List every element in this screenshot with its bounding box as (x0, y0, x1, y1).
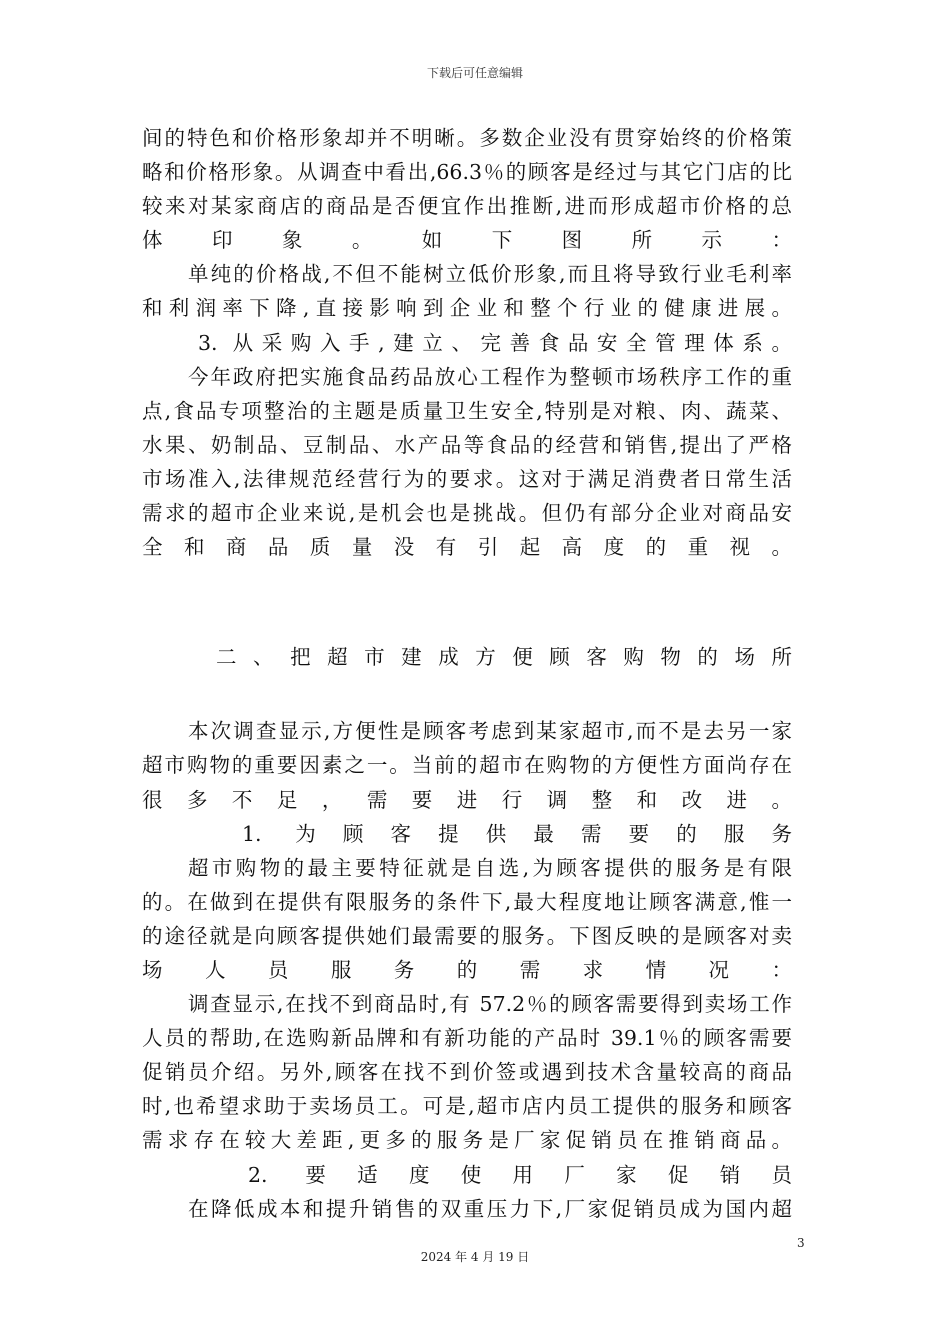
subheading: 1. 为顾客提供最需要的服务 (242, 821, 792, 846)
paragraph-line: 略和价格形象。从调查中看出,66.3％的顾客是经过与其它门店的比 (142, 160, 792, 185)
paragraph-line: 间的特色和价格形象却并不明晰。多数企业没有贯穿始终的价格策 (142, 126, 792, 150)
paragraph-line: 在降低成本和提升销售的双重压力下,厂家促销员成为国内超 (188, 1196, 792, 1221)
paragraph-line: 的。在做到在提供有限服务的条件下,最大程度地让顾客满意,惟一 (142, 889, 792, 914)
paragraph-line: 单纯的价格战,不但不能树立低价形象,而且将导致行业毛利率 (188, 262, 792, 287)
paragraph-line: 人员的帮助,在选购新品牌和有新功能的产品时 39.1％的顾客需要 (142, 1026, 792, 1051)
paragraph-line: 时,也希望求助于卖场员工。可是,超市店内员工提供的服务和顾客 (142, 1094, 792, 1119)
paragraph-line: 点,食品专项整治的主题是质量卫生安全,特别是对粮、肉、蔬菜、 (142, 398, 792, 423)
paragraph-line: 的途径就是向顾客提供她们最需要的服务。下图反映的是顾客对卖 (142, 923, 792, 948)
paragraph-line: 超市购物的最主要特征就是自选,为顾客提供的服务是有限 (188, 855, 792, 880)
page-footer-date: 2024 年 4 月 19 日 (420, 1250, 530, 1264)
paragraph-line: 今年政府把实施食品药品放心工程作为整顿市场秩序工作的重 (188, 364, 792, 389)
paragraph-line: 水果、奶制品、豆制品、水产品等食品的经营和销售,提出了严格 (142, 432, 792, 457)
paragraph-line: 需求的超市企业来说,是机会也是挑战。但仍有部分企业对商品安 (142, 501, 792, 526)
page-number: 3 (797, 1236, 805, 1250)
paragraph-line: 和利润率下降,直接影响到企业和整个行业的健康进展。 (142, 296, 792, 321)
section-heading: 二、把超市建成方便顾客购物的场所 (216, 645, 792, 670)
paragraph-line: 全和商品质量没有引起高度的重视。 (142, 535, 792, 560)
paragraph-line: 体印象。如下图所示： (142, 228, 792, 253)
paragraph-line: 调查显示,在找不到商品时,有 57.2％的顾客需要得到卖场工作 (188, 992, 792, 1017)
document-body (142, 121, 792, 1226)
subheading: 3. 从采购入手,建立、完善食品安全管理体系。 (198, 330, 792, 355)
paragraph-line: 较来对某家商店的商品是否便宜作出推断,进而形成超市价格的总 (142, 194, 792, 219)
page-header: 下载后可任意编辑 (426, 66, 523, 80)
paragraph-line: 需求存在较大差距,更多的服务是厂家促销员在推销商品。 (142, 1128, 792, 1153)
paragraph-line: 场人员服务的需求情况： (142, 957, 792, 982)
paragraph-line: 本次调查显示,方便性是顾客考虑到某家超市,而不是去另一家 (188, 719, 792, 744)
paragraph-line: 很多不足，需要进行调整和改进。 (142, 787, 792, 812)
subheading: 2. 要适度使用厂家促销员 (248, 1162, 792, 1187)
paragraph-line: 市场准入,法律规范经营行为的要求。这对于满足消费者日常生活 (142, 466, 792, 491)
paragraph-line: 超市购物的重要因素之一。当前的超市在购物的方便性方面尚存在 (142, 753, 792, 778)
paragraph-line: 促销员介绍。另外,顾客在找不到价签或遇到技术含量较高的商品 (142, 1060, 792, 1085)
